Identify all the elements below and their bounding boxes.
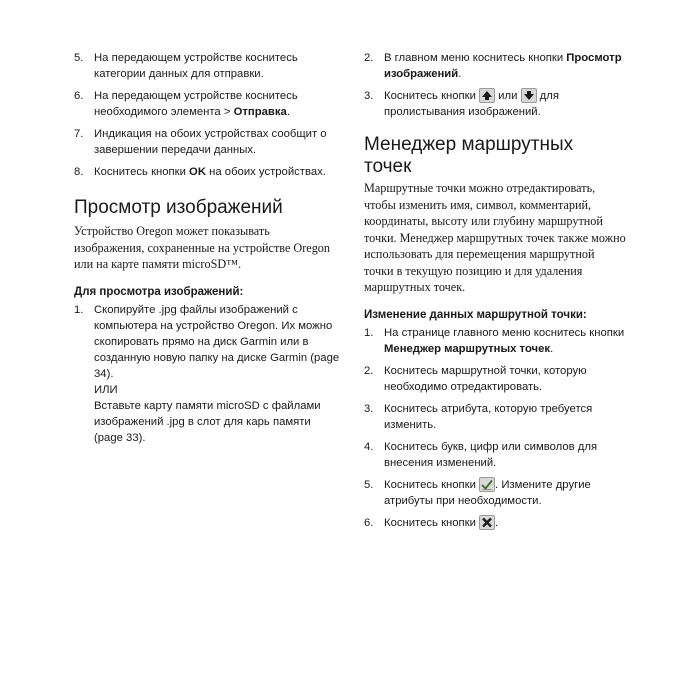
right-column xyxy=(364,50,626,537)
section-body-waypoint-manager: Маршрутные точки можно отредактировать, чтобы изменить имя, символ, комментарий, координаты, высоту или глубину маршрутной точки. Менеджер маршрутных точек также можно использовать для перемещения маршрутной точки в текущую позицию и для удаления маршрутных точек. xyxy=(364,181,626,294)
edit-waypoint-steps-list xyxy=(364,325,626,531)
section-title-waypoint-manager: Менеджер маршрутных точек xyxy=(364,134,574,177)
view-images-menu-label: Просмотр изображений xyxy=(384,52,622,80)
list-item: 3. Коснитесь кнопки или для пролистывания изображений. xyxy=(364,90,559,118)
list-item: 2. В главном меню коснитесь кнопки Просмотр изображений. xyxy=(364,52,622,80)
list-item: 2. Коснитесь маршрутной точки, которую необходимо отредактировать. xyxy=(364,364,587,393)
or-label: ИЛИ xyxy=(94,383,118,396)
waypoint-manager-menu-label: Менеджер маршрутных точек xyxy=(384,342,551,355)
down-arrow-icon xyxy=(521,88,537,103)
left-column xyxy=(74,50,342,452)
ok-label: OK xyxy=(189,166,206,178)
list-item: 1. Скопируйте .jpg файлы изображений с компьютера на устройство Oregon. Их можно скопировать прямо на диск Garmin или в созданную новую папку на диске Garmin (page 34). ИЛИ Вставьте карту памяти microSD с файлами изображений .jpg в слот для карь памяти (page 33). xyxy=(74,303,340,444)
delete-x-icon xyxy=(479,515,495,530)
view-images-steps-continued xyxy=(364,50,626,120)
subheading-view-images: Для просмотра изображений: xyxy=(74,285,244,298)
list-item: 6. Коснитесь кнопки . xyxy=(364,516,499,529)
section-title-view-images: Просмотр изображений xyxy=(74,197,283,218)
subheading-edit-waypoint: Изменение данных маршрутной точки: xyxy=(364,308,587,321)
up-arrow-icon xyxy=(479,88,495,103)
transfer-steps-list xyxy=(74,50,342,180)
checkmark-icon xyxy=(479,477,495,492)
list-item: 1. На странице главного меню коснитесь кнопки Менеджер маршрутных точек. xyxy=(364,326,625,355)
list-item: 5. На передающем устройстве коснитесь категории данных для отправки. xyxy=(74,52,298,80)
send-label: Отправка xyxy=(233,106,287,118)
section-body-view-images: Устройство Oregon может показывать изображения, сохраненные на устройстве Oregon или на карте памяти microSD™. xyxy=(74,224,330,271)
view-images-steps-list xyxy=(74,302,342,446)
list-item: 5. Коснитесь кнопки . Измените другие атрибуты при необходимости. xyxy=(364,478,591,507)
list-item: 6. На передающем устройстве коснитесь необходимого элемента > Отправка. xyxy=(74,90,298,118)
list-item: 7. Индикация на обоих устройствах сообщит о завершении передачи данных. xyxy=(74,128,327,156)
list-item: 8. Коснитесь кнопки OK на обоих устройствах. xyxy=(74,166,326,178)
list-item: 3. Коснитесь атрибута, которую требуется изменить. xyxy=(364,402,593,431)
list-item: 4. Коснитесь букв, цифр или символов для внесения изменений. xyxy=(364,440,598,469)
